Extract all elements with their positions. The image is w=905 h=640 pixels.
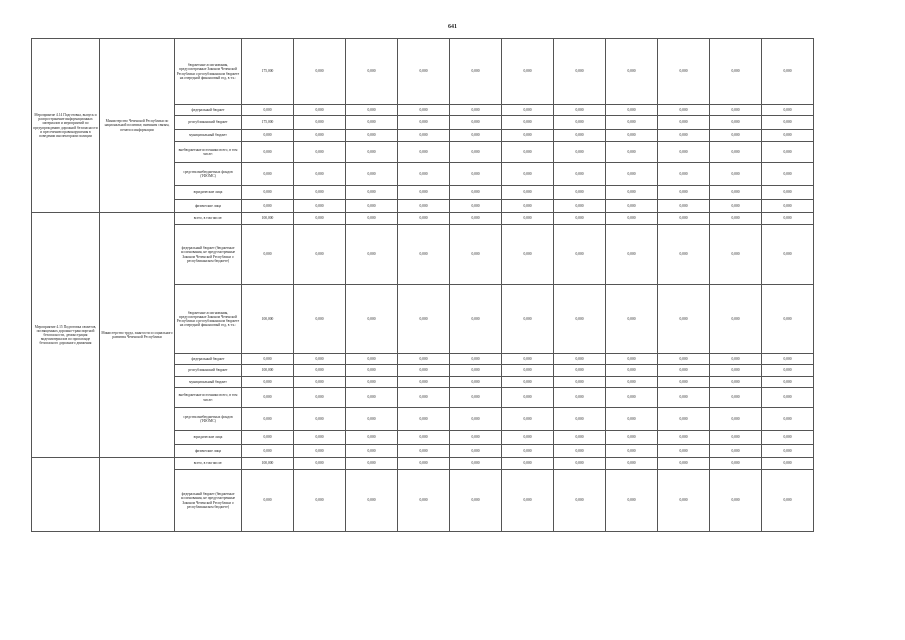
value-cell: 0,000 [502,445,554,458]
value-cell: 0,000 [762,470,814,532]
value-cell: 0,000 [398,365,450,377]
value-cell: 0,000 [450,142,502,163]
value-cell: 0,000 [294,213,346,225]
value-cell: 0,000 [606,142,658,163]
value-cell: 0,000 [346,458,398,470]
value-cell: 0,000 [762,130,814,142]
value-cell: 0,000 [242,354,294,365]
value-cell: 0,000 [710,431,762,445]
value-cell: 0,000 [346,388,398,408]
value-cell: 0,000 [242,388,294,408]
value-cell: 0,000 [762,431,814,445]
value-cell: 0,000 [658,130,710,142]
funding-source-cell: средства внебюджетных фондов (ТФОМС) [175,163,242,186]
value-cell: 0,000 [346,39,398,105]
value-cell: 0,000 [398,388,450,408]
value-cell: 175,000 [242,39,294,105]
value-cell: 0,000 [658,116,710,130]
funding-source-cell: федеральный бюджет (бюджетные ассигнования, не предусмотренные Законом Чеченской Республики о республиканском бюджете) [175,470,242,532]
funding-source-cell: юридические лица [175,431,242,445]
value-cell: 0,000 [606,458,658,470]
value-cell: 0,000 [294,186,346,200]
value-cell: 0,000 [242,470,294,532]
value-cell: 0,000 [346,186,398,200]
value-cell: 0,000 [710,163,762,186]
value-cell: 0,000 [346,213,398,225]
funding-source-cell: федеральный бюджет [175,354,242,365]
value-cell: 0,000 [398,163,450,186]
event-cell: Мероприятие 4.14 Подготовка, выпуск и распространение информационных материалов и мероприятий по предупреждению дорожной безопасности и пресечению правонарушения в поведении инспекторами полиции [32,39,100,213]
funding-source-cell: муниципальный бюджет [175,377,242,388]
value-cell: 100,000 [242,365,294,377]
value-cell: 0,000 [398,285,450,354]
value-cell: 0,000 [346,200,398,213]
value-cell: 0,000 [294,225,346,285]
value-cell: 0,000 [346,431,398,445]
value-cell: 0,000 [762,142,814,163]
executor-cell: Министерство Чеченской Республики по национальной политике, внешним связям, печати и информации [100,39,175,213]
value-cell: 0,000 [398,408,450,431]
value-cell: 0,000 [606,285,658,354]
value-cell: 0,000 [502,354,554,365]
value-cell: 100,000 [242,458,294,470]
value-cell: 0,000 [710,458,762,470]
value-cell: 0,000 [710,445,762,458]
value-cell: 0,000 [398,39,450,105]
value-cell: 0,000 [658,186,710,200]
value-cell: 0,000 [294,365,346,377]
value-cell: 0,000 [398,130,450,142]
value-cell: 0,000 [450,445,502,458]
value-cell: 0,000 [294,431,346,445]
value-cell: 0,000 [294,445,346,458]
funding-source-cell: республиканский бюджет [175,116,242,130]
value-cell: 0,000 [554,377,606,388]
value-cell: 0,000 [346,105,398,116]
value-cell: 0,000 [762,200,814,213]
value-cell: 100,000 [242,213,294,225]
value-cell: 0,000 [762,213,814,225]
value-cell: 0,000 [294,130,346,142]
value-cell: 0,000 [710,408,762,431]
value-cell: 0,000 [762,445,814,458]
value-cell: 0,000 [450,163,502,186]
value-cell: 0,000 [658,377,710,388]
value-cell: 0,000 [658,470,710,532]
value-cell: 0,000 [346,365,398,377]
funding-source-cell: физические лица [175,445,242,458]
value-cell: 0,000 [554,388,606,408]
value-cell: 0,000 [450,365,502,377]
value-cell: 0,000 [554,408,606,431]
value-cell: 0,000 [502,365,554,377]
value-cell: 0,000 [450,130,502,142]
funding-source-cell: физические лица [175,200,242,213]
value-cell: 0,000 [710,39,762,105]
value-cell: 0,000 [762,105,814,116]
value-cell: 0,000 [710,105,762,116]
value-cell: 0,000 [346,130,398,142]
value-cell: 0,000 [710,186,762,200]
value-cell: 0,000 [502,225,554,285]
value-cell: 0,000 [242,225,294,285]
value-cell: 0,000 [398,213,450,225]
value-cell: 0,000 [710,200,762,213]
value-cell: 0,000 [450,408,502,431]
funding-source-cell: муниципальный бюджет [175,130,242,142]
value-cell: 0,000 [502,431,554,445]
value-cell: 0,000 [398,200,450,213]
value-cell: 0,000 [606,130,658,142]
value-cell: 0,000 [606,377,658,388]
value-cell: 0,000 [294,39,346,105]
funding-source-cell: федеральный бюджет (бюджетные ассигнования, не предусмотренные Законом Чеченской Республики о республиканском бюджете) [175,225,242,285]
value-cell: 0,000 [398,225,450,285]
value-cell: 0,000 [398,470,450,532]
value-cell: 0,000 [554,186,606,200]
table-row [32,39,814,105]
value-cell: 175,000 [242,116,294,130]
table-row [32,213,814,225]
value-cell: 0,000 [242,142,294,163]
value-cell: 0,000 [710,354,762,365]
value-cell: 0,000 [762,285,814,354]
value-cell: 0,000 [606,116,658,130]
value-cell: 0,000 [554,365,606,377]
executor-cell [100,458,175,532]
value-cell: 0,000 [710,285,762,354]
value-cell: 0,000 [294,105,346,116]
value-cell: 0,000 [398,142,450,163]
value-cell: 0,000 [658,213,710,225]
value-cell: 0,000 [398,377,450,388]
value-cell: 0,000 [606,354,658,365]
value-cell: 0,000 [450,200,502,213]
value-cell: 0,000 [294,285,346,354]
value-cell: 0,000 [762,388,814,408]
value-cell: 0,000 [294,408,346,431]
value-cell: 0,000 [554,105,606,116]
value-cell: 0,000 [398,105,450,116]
value-cell: 0,000 [346,163,398,186]
funding-source-cell: всего, в том числе: [175,213,242,225]
value-cell: 0,000 [710,377,762,388]
value-cell: 0,000 [710,142,762,163]
value-cell: 0,000 [294,470,346,532]
value-cell: 0,000 [294,116,346,130]
value-cell: 0,000 [606,163,658,186]
value-cell: 0,000 [606,388,658,408]
value-cell: 0,000 [762,458,814,470]
value-cell: 0,000 [502,408,554,431]
value-cell: 0,000 [502,163,554,186]
value-cell: 0,000 [710,130,762,142]
value-cell: 0,000 [554,163,606,186]
value-cell: 0,000 [450,225,502,285]
event-cell: Мероприятие 4.15 Подготовка сюжетов, посвященных дорожно-транспортной безопасности, демонстрация видеоматериалов по пропаганде безопасного дорожного движения [32,213,100,458]
value-cell: 0,000 [450,458,502,470]
value-cell: 0,000 [450,377,502,388]
value-cell: 0,000 [658,431,710,445]
value-cell: 0,000 [762,408,814,431]
value-cell: 0,000 [502,130,554,142]
value-cell: 0,000 [502,186,554,200]
value-cell: 0,000 [450,39,502,105]
value-cell: 0,000 [502,142,554,163]
value-cell: 0,000 [294,388,346,408]
value-cell: 0,000 [502,377,554,388]
value-cell: 0,000 [294,142,346,163]
value-cell: 0,000 [658,105,710,116]
value-cell: 0,000 [554,116,606,130]
page-number: 641 [448,24,457,30]
value-cell: 0,000 [762,186,814,200]
value-cell: 0,000 [606,39,658,105]
value-cell: 0,000 [242,163,294,186]
value-cell: 0,000 [658,365,710,377]
value-cell: 0,000 [762,377,814,388]
value-cell: 0,000 [398,354,450,365]
value-cell: 0,000 [450,105,502,116]
funding-table [31,38,814,532]
value-cell: 0,000 [398,458,450,470]
value-cell: 0,000 [554,431,606,445]
value-cell: 0,000 [398,186,450,200]
value-cell: 0,000 [346,285,398,354]
value-cell: 0,000 [710,213,762,225]
value-cell: 0,000 [606,365,658,377]
value-cell: 0,000 [346,354,398,365]
value-cell: 0,000 [658,458,710,470]
value-cell: 0,000 [658,200,710,213]
value-cell: 0,000 [554,200,606,213]
value-cell: 0,000 [242,445,294,458]
value-cell: 0,000 [762,39,814,105]
value-cell: 0,000 [658,39,710,105]
value-cell: 0,000 [450,116,502,130]
value-cell: 0,000 [242,200,294,213]
value-cell: 0,000 [294,200,346,213]
value-cell: 0,000 [710,365,762,377]
value-cell: 0,000 [502,470,554,532]
funding-source-cell: бюджетные ассигнования, предусмотренные Законом Чеченской Республики о республиканском бюджете на очередной финансовый год, в т.ч.: [175,285,242,354]
value-cell: 0,000 [242,431,294,445]
value-cell: 0,000 [710,116,762,130]
value-cell: 0,000 [710,388,762,408]
value-cell: 0,000 [450,388,502,408]
value-cell: 0,000 [658,163,710,186]
funding-source-cell: федеральный бюджет [175,105,242,116]
funding-source-cell: республиканский бюджет [175,365,242,377]
value-cell: 0,000 [658,408,710,431]
value-cell: 0,000 [294,458,346,470]
value-cell: 0,000 [554,213,606,225]
funding-source-cell: юридические лица [175,186,242,200]
value-cell: 0,000 [346,445,398,458]
value-cell: 0,000 [762,163,814,186]
value-cell: 100,000 [242,285,294,354]
value-cell: 0,000 [606,200,658,213]
value-cell: 0,000 [502,39,554,105]
value-cell: 0,000 [606,105,658,116]
funding-source-cell: средства внебюджетных фондов (ТФОМС) [175,408,242,431]
value-cell: 0,000 [606,445,658,458]
value-cell: 0,000 [450,213,502,225]
value-cell: 0,000 [502,200,554,213]
value-cell: 0,000 [554,458,606,470]
value-cell: 0,000 [658,388,710,408]
funding-source-cell: внебюджетные источники всего, в том числе: [175,388,242,408]
value-cell: 0,000 [554,130,606,142]
value-cell: 0,000 [554,285,606,354]
value-cell: 0,000 [346,142,398,163]
value-cell: 0,000 [658,142,710,163]
value-cell: 0,000 [294,377,346,388]
value-cell: 0,000 [554,470,606,532]
funding-source-cell: всего, в том числе: [175,458,242,470]
value-cell: 0,000 [346,377,398,388]
value-cell: 0,000 [502,105,554,116]
value-cell: 0,000 [450,285,502,354]
value-cell: 0,000 [658,285,710,354]
value-cell: 0,000 [606,470,658,532]
value-cell: 0,000 [398,116,450,130]
value-cell: 0,000 [502,458,554,470]
value-cell: 0,000 [450,431,502,445]
value-cell: 0,000 [762,354,814,365]
value-cell: 0,000 [294,354,346,365]
value-cell: 0,000 [450,186,502,200]
value-cell: 0,000 [710,470,762,532]
table-row [32,458,814,470]
value-cell: 0,000 [658,445,710,458]
value-cell: 0,000 [710,225,762,285]
value-cell: 0,000 [242,377,294,388]
funding-source-cell: бюджетные ассигнования, предусмотренные Законом Чеченской Республики о республиканском бюджете на очередной финансовый год, в т.ч.: [175,39,242,105]
funding-source-cell: внебюджетные источники всего, в том числе: [175,142,242,163]
value-cell: 0,000 [450,354,502,365]
value-cell: 0,000 [762,365,814,377]
value-cell: 0,000 [606,213,658,225]
value-cell: 0,000 [606,408,658,431]
value-cell: 0,000 [606,225,658,285]
value-cell: 0,000 [606,431,658,445]
value-cell: 0,000 [450,470,502,532]
value-cell: 0,000 [398,445,450,458]
value-cell: 0,000 [502,116,554,130]
value-cell: 0,000 [502,285,554,354]
value-cell: 0,000 [242,130,294,142]
value-cell: 0,000 [346,408,398,431]
executor-cell: Министерство труда, занятости и социального развития Чеченской Республики [100,213,175,458]
value-cell: 0,000 [242,408,294,431]
value-cell: 0,000 [606,186,658,200]
value-cell: 0,000 [554,142,606,163]
value-cell: 0,000 [398,431,450,445]
value-cell: 0,000 [242,186,294,200]
value-cell: 0,000 [762,116,814,130]
value-cell: 0,000 [554,225,606,285]
value-cell: 0,000 [346,225,398,285]
value-cell: 0,000 [294,163,346,186]
value-cell: 0,000 [762,225,814,285]
value-cell: 0,000 [554,39,606,105]
value-cell: 0,000 [658,354,710,365]
value-cell: 0,000 [502,388,554,408]
value-cell: 0,000 [242,105,294,116]
event-cell [32,458,100,532]
value-cell: 0,000 [658,225,710,285]
value-cell: 0,000 [502,213,554,225]
value-cell: 0,000 [554,445,606,458]
value-cell: 0,000 [346,470,398,532]
value-cell: 0,000 [346,116,398,130]
value-cell: 0,000 [554,354,606,365]
